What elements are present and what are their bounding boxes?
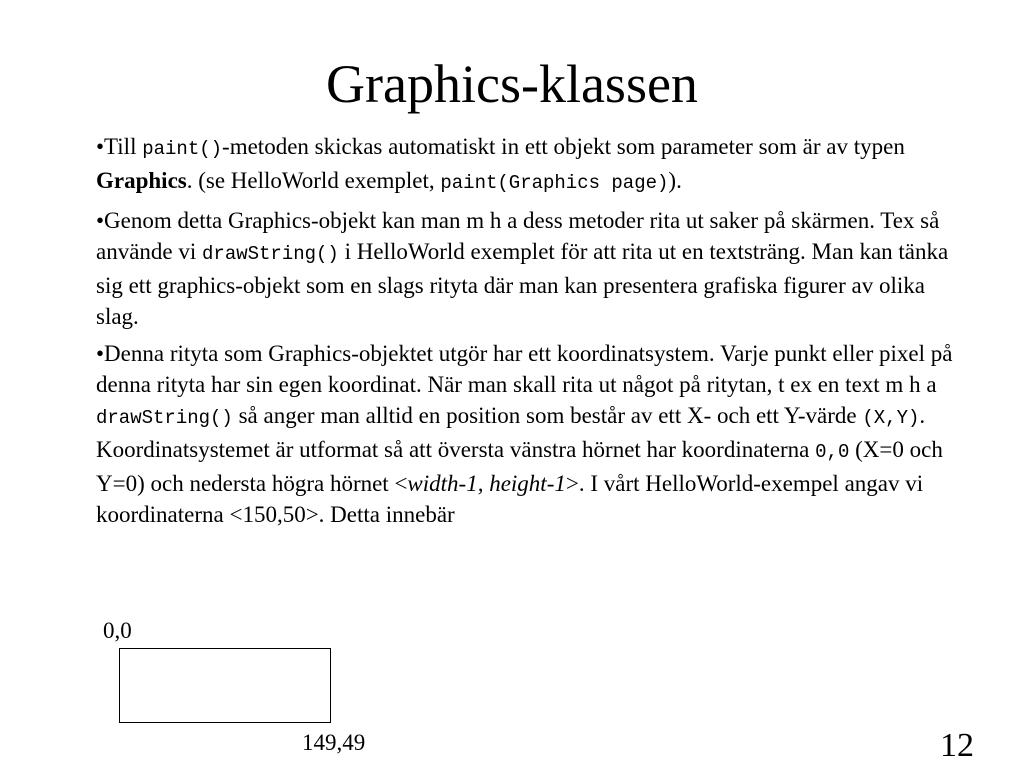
code-origin: 0,0 bbox=[815, 441, 850, 463]
code-xy: (X,Y) bbox=[862, 407, 920, 429]
bullet-text: -metoden skickas automatiskt in ett objekt som parameter som är av typen bbox=[222, 134, 905, 159]
code-drawstring: drawString() bbox=[202, 243, 339, 265]
slide-body bbox=[96, 131, 956, 536]
bullet-text: •Till bbox=[96, 134, 143, 159]
code-paint: paint() bbox=[142, 138, 223, 160]
coordinate-box-diagram bbox=[119, 648, 331, 723]
bullet-text: . Koordinatsystemet är utformat så att översta vänstra hörnet har koordinaterna bbox=[96, 403, 926, 462]
bullet-text: ). bbox=[668, 168, 682, 193]
bullet-text: (X=0 och Y=0) och nedersta högra hörnet < bbox=[96, 437, 943, 496]
bullet-text: så anger man alltid en position som består av ett X- och ett Y-värde bbox=[232, 403, 863, 428]
bullet-coordinate-system bbox=[96, 338, 956, 530]
code-drawstring: drawString() bbox=[96, 407, 233, 429]
bold-graphics: Graphics bbox=[96, 168, 187, 193]
bullet-text: •Denna rityta som Graphics-objektet utgör har ett koordinatsystem. Varje punkt eller pixel på denna rityta har sin egen koordinat. När man skall rita ut något på ritytan, t ex en text m h a bbox=[96, 341, 953, 397]
bullet-paint-method bbox=[96, 131, 956, 199]
page-number: 12 bbox=[940, 727, 974, 764]
code-paint-graphics-page: paint(Graphics page) bbox=[440, 172, 669, 194]
italic-width-height: width-1, height-1 bbox=[407, 471, 566, 496]
diagram-top-left-label: 0,0 bbox=[103, 618, 132, 643]
bullet-text: . (se HelloWorld exemplet, bbox=[186, 168, 441, 193]
slide-title: Graphics-klassen bbox=[326, 54, 698, 114]
bullet-text: i HelloWorld exemplet för att rita ut en textsträng. Man kan tänka sig ett graphics-objekt som en slags rityta där man kan presentera grafiska figurer av olika slag. bbox=[96, 239, 949, 329]
bullet-graphics-object bbox=[96, 205, 956, 332]
diagram-bottom-right-label: 149,49 bbox=[302, 730, 366, 755]
bullet-text: •Genom detta Graphics-objekt kan man m h a dess metoder rita ut saker på skärmen. Tex så använde vi bbox=[96, 208, 940, 264]
bullet-text: >. I vårt HelloWorld-exempel angav vi koordinaterna <150,50>. Detta innebär bbox=[96, 471, 924, 527]
